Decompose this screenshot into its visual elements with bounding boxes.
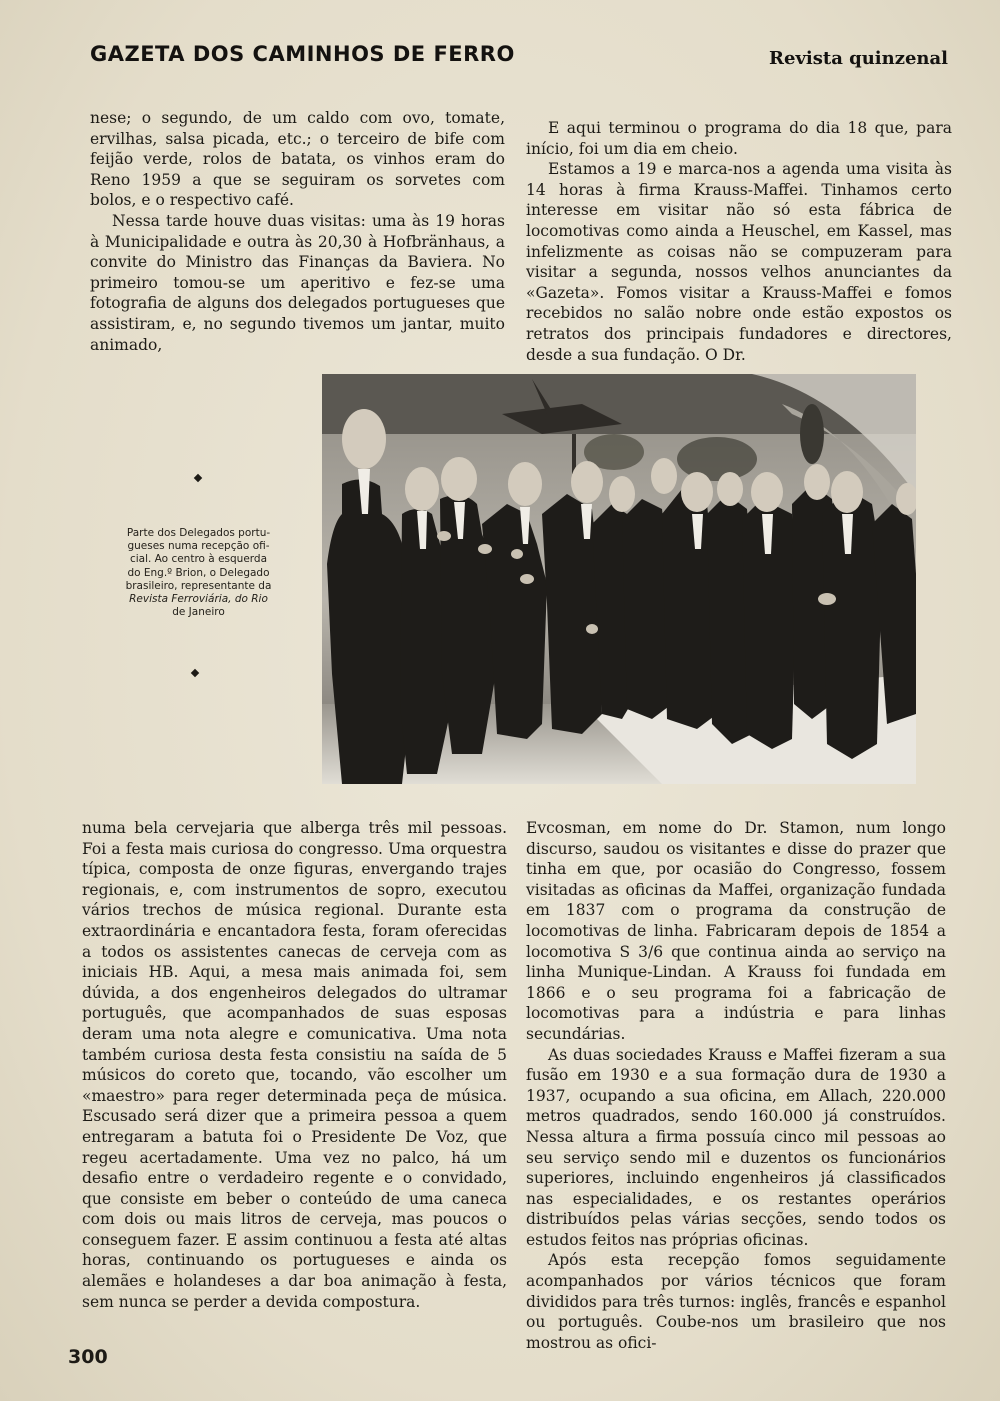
paragraph: As duas sociedades Krauss e Maffei fizeram a sua fusão em 1930 e a sua formação dura de 1930 a 1937, ocupando a sua oficina, em Allach, 220.000 metros quadrados, sendo 160.000 já construídos. Nessa altura a firma possuía cinco mil pessoas ao seu serviço sendo mil e duzentos os funcionários superiores, incluindo engenheiros já classificados nas especialidades, e os restantes operários distribuídos pelas várias secções, sendo todos os estudos feitos nas próprias oficinas. [526,1045,946,1249]
paragraph: Nessa tarde houve duas visitas: uma às 19 horas à Municipalidade e outra às 20,30 à Hofbränhaus, a convite do Ministro das Finanças da Baviera. No primeiro tomou-se um aperitivo e fez-se uma fotografia de alguns dos delegados portugueses que assistiram, e, no segundo tivemos um jantar, muito animado, [90,211,505,354]
paragraph: numa bela cervejaria que alberga três mil pessoas. Foi a festa mais curiosa do congresso. Uma orquestra típica, composta de onze figuras, envergando trajes regionais, e, com instrumentos de sopro, executou vários trechos de música regional. Durante esta extraordinária e encantadora festa, foram oferecidas a todos os assistentes canecas de cerveja com as iniciais HB. Aqui, a mesa mais animada foi, sem dúvida, a dos engenheiros delegados do ultramar português, que acompanhados de suas esposas deram uma nota alegre e comunicativa. Uma nota também curiosa desta festa consistiu na saída de 5 músicos do coreto que, tocando, vão escolher um «maestro» para reger determinada peça de música. Escusado será dizer que a primeira pessoa a quem entregaram a batuta foi o Presidente De Voz, que regeu acertadamente. Uma vez no palco, há um desafio entre o verdadeiro regente e o convidado, que consiste em beber o conteúdo de uma caneca com dois ou mais litros de cerveja, mas poucos o conseguem fazer. E assim continuou a festa até altas horas, continuando os portugueses e ainda os alemães e holandeses a dar boa animação à festa, sem nunca se perder a devida compostura. [82,819,507,1311]
paragraph: nese; o segundo, de um caldo com ovo, tomate, ervilhas, salsa picada, etc.; o terceiro de bife com feijão verde, rolos de batata, os vinhos eram do Reno 1959 a que se seguiram os sorvetes com bolos, e o respectivo café. [90,109,505,210]
text-column-bottom-right [526,818,946,1353]
header-subtitle: Revista quinzenal [769,48,948,69]
group-photo-illustration [322,374,916,784]
caption-line: cial. Ao centro à esquerda [129,553,268,566]
page-number: 300 [68,1346,108,1368]
paragraph: E aqui terminou o programa do dia 18 que, para início, foi um dia em cheio. [526,119,952,158]
group-photo [322,374,916,784]
caption-bullet-top [194,474,202,482]
text-column-bottom-left [82,818,507,1312]
caption-bullet-bottom [191,669,199,677]
caption-line: brasileiro, representante da [125,579,272,592]
caption-line: Revista Ferroviária, do Rio [129,593,268,606]
text-column-top-right [526,118,952,365]
paragraph: Estamos a 19 e marca-nos a agenda uma visita às 14 horas à firma Krauss-Maffei. Tinhamos certo interesse em visitar não só esta fábrica de locomotivas como ainda a Heuschel, em Kassel, mas infelizmente as coisas não se compuzeram para visitar a segunda, nossos velhos anunciantes da «Gazeta». Fomos visitar a Krauss-Maffei e fomos recebidos no salão nobre onde estão expostos os retratos dos principais fundadores e directores, desde a sua fundação. O Dr. [526,160,952,364]
caption-line: Parte dos Delegados portu- [126,527,271,539]
caption-line: gueses numa recepção ofi- [127,540,270,553]
text-column-top-left [90,108,505,355]
photo-caption [112,527,285,619]
caption-line: do Eng.º Brion, o Delegado [127,566,270,579]
paragraph: Evcosman, em nome do Dr. Stamon, num longo discurso, saudou os visitantes e disse do prazer que tinha em que, por ocasião do Congresso, fossem visitadas as oficinas da Maffei, organização fundada em 1837 com o programa da construção de locomotivas de linha. Fabricaram depois de 1854 a locomotiva S 3/6 que continua ainda ao serviço na linha Munique-Lindan. A Krauss foi fundada em 1866 e o seu programa foi a fabricação de locomotivas para a indústria e para linhas secundárias. [526,819,946,1043]
paragraph: Após esta recepção fomos seguidamente acompanhados por vários técnicos que foram divididos para três turnos: inglês, francês e espanhol ou português. Coube-nos um brasileiro que nos mostrou as ofici- [526,1251,946,1352]
caption-line: de Janeiro [172,606,225,619]
header-title: GAZETA DOS CAMINHOS DE FERRO [90,42,515,66]
